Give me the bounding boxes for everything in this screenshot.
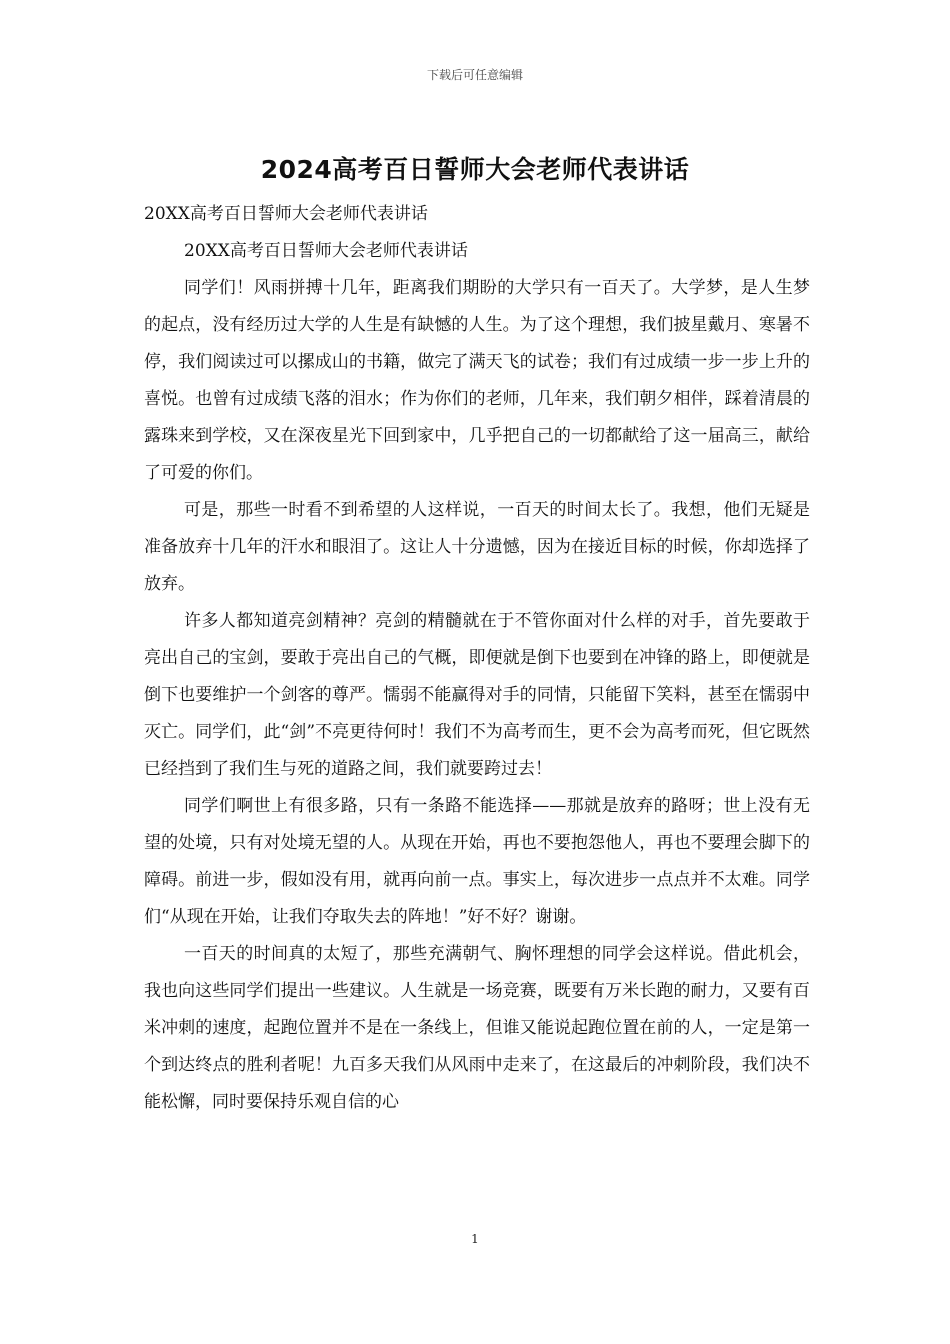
body-paragraph: 可是，那些一时看不到希望的人这样说，一百天的时间太长了。我想，他们无疑是准备放弃十几年的汗水和眼泪了。这让人十分遗憾，因为在接近目标的时候，你却选择了放弃。 [144,500,810,594]
header-note: 下载后可任意编辑 [426,68,523,82]
document-subtitle: 20XX高考百日誓师大会老师代表讲话 [144,204,428,224]
body-paragraph: 许多人都知道亮剑精神？亮剑的精髓就在于不管你面对什么样的对手，首先要敢于亮出自己的宝剑，要敢于亮出自己的气概，即便就是倒下也要到在冲锋的路上，即便就是倒下也要维护一个剑客的尊严。懦弱不能赢得对手的同情，只能留下笑料，甚至在懦弱中灭亡。同学们，此“剑”不亮更待何时！我们不为高考而生，更不会为高考而死，但它既然已经挡到了我们生与死的道路之间，我们就要跨过去！ [144,611,810,779]
page-number: 1 [471,1232,479,1246]
body-paragraph: 一百天的时间真的太短了，那些充满朝气、胸怀理想的同学会这样说。借此机会，我也向这些同学们提出一些建议。人生就是一场竞赛，既要有万米长跑的耐力，又要有百米冲刺的速度，起跑位置并不是在一条线上，但谁又能说起跑位置在前的人，一定是第一个到达终点的胜利者呢！九百多天我们从风雨中走来了，在这最后的冲刺阶段，我们决不能松懈，同时要保持乐观自信的心 [144,944,810,1112]
body-paragraph: 同学们！风雨拼搏十几年，距离我们期盼的大学只有一百天了。大学梦，是人生梦的起点，没有经历过大学的人生是有缺憾的人生。为了这个理想，我们披星戴月、寒暑不停，我们阅读过可以摞成山的书籍，做完了满天飞的试卷；我们有过成绩一步一步上升的喜悦。也曾有过成绩飞落的泪水；作为你们的老师，几年来，我们朝夕相伴，踩着清晨的露珠来到学校，又在深夜星光下回到家中，几乎把自己的一切都献给了这一届高三，献给了可爱的你们。 [144,278,810,483]
document-title: 2024高考百日誓师大会老师代表讲话 [260,155,690,184]
document-body [144,196,810,1121]
body-paragraph: 同学们啊世上有很多路，只有一条路不能选择——那就是放弃的路呀；世上没有无望的处境，只有对处境无望的人。从现在开始，再也不要抱怨他人，再也不要理会脚下的障碍。前进一步，假如没有用，就再向前一点。事实上，每次进步一点点并不太难。同学们“从现在开始，让我们夺取失去的阵地！”好不好？谢谢。 [144,796,810,927]
body-paragraph: 20XX高考百日誓师大会老师代表讲话 [184,241,468,261]
